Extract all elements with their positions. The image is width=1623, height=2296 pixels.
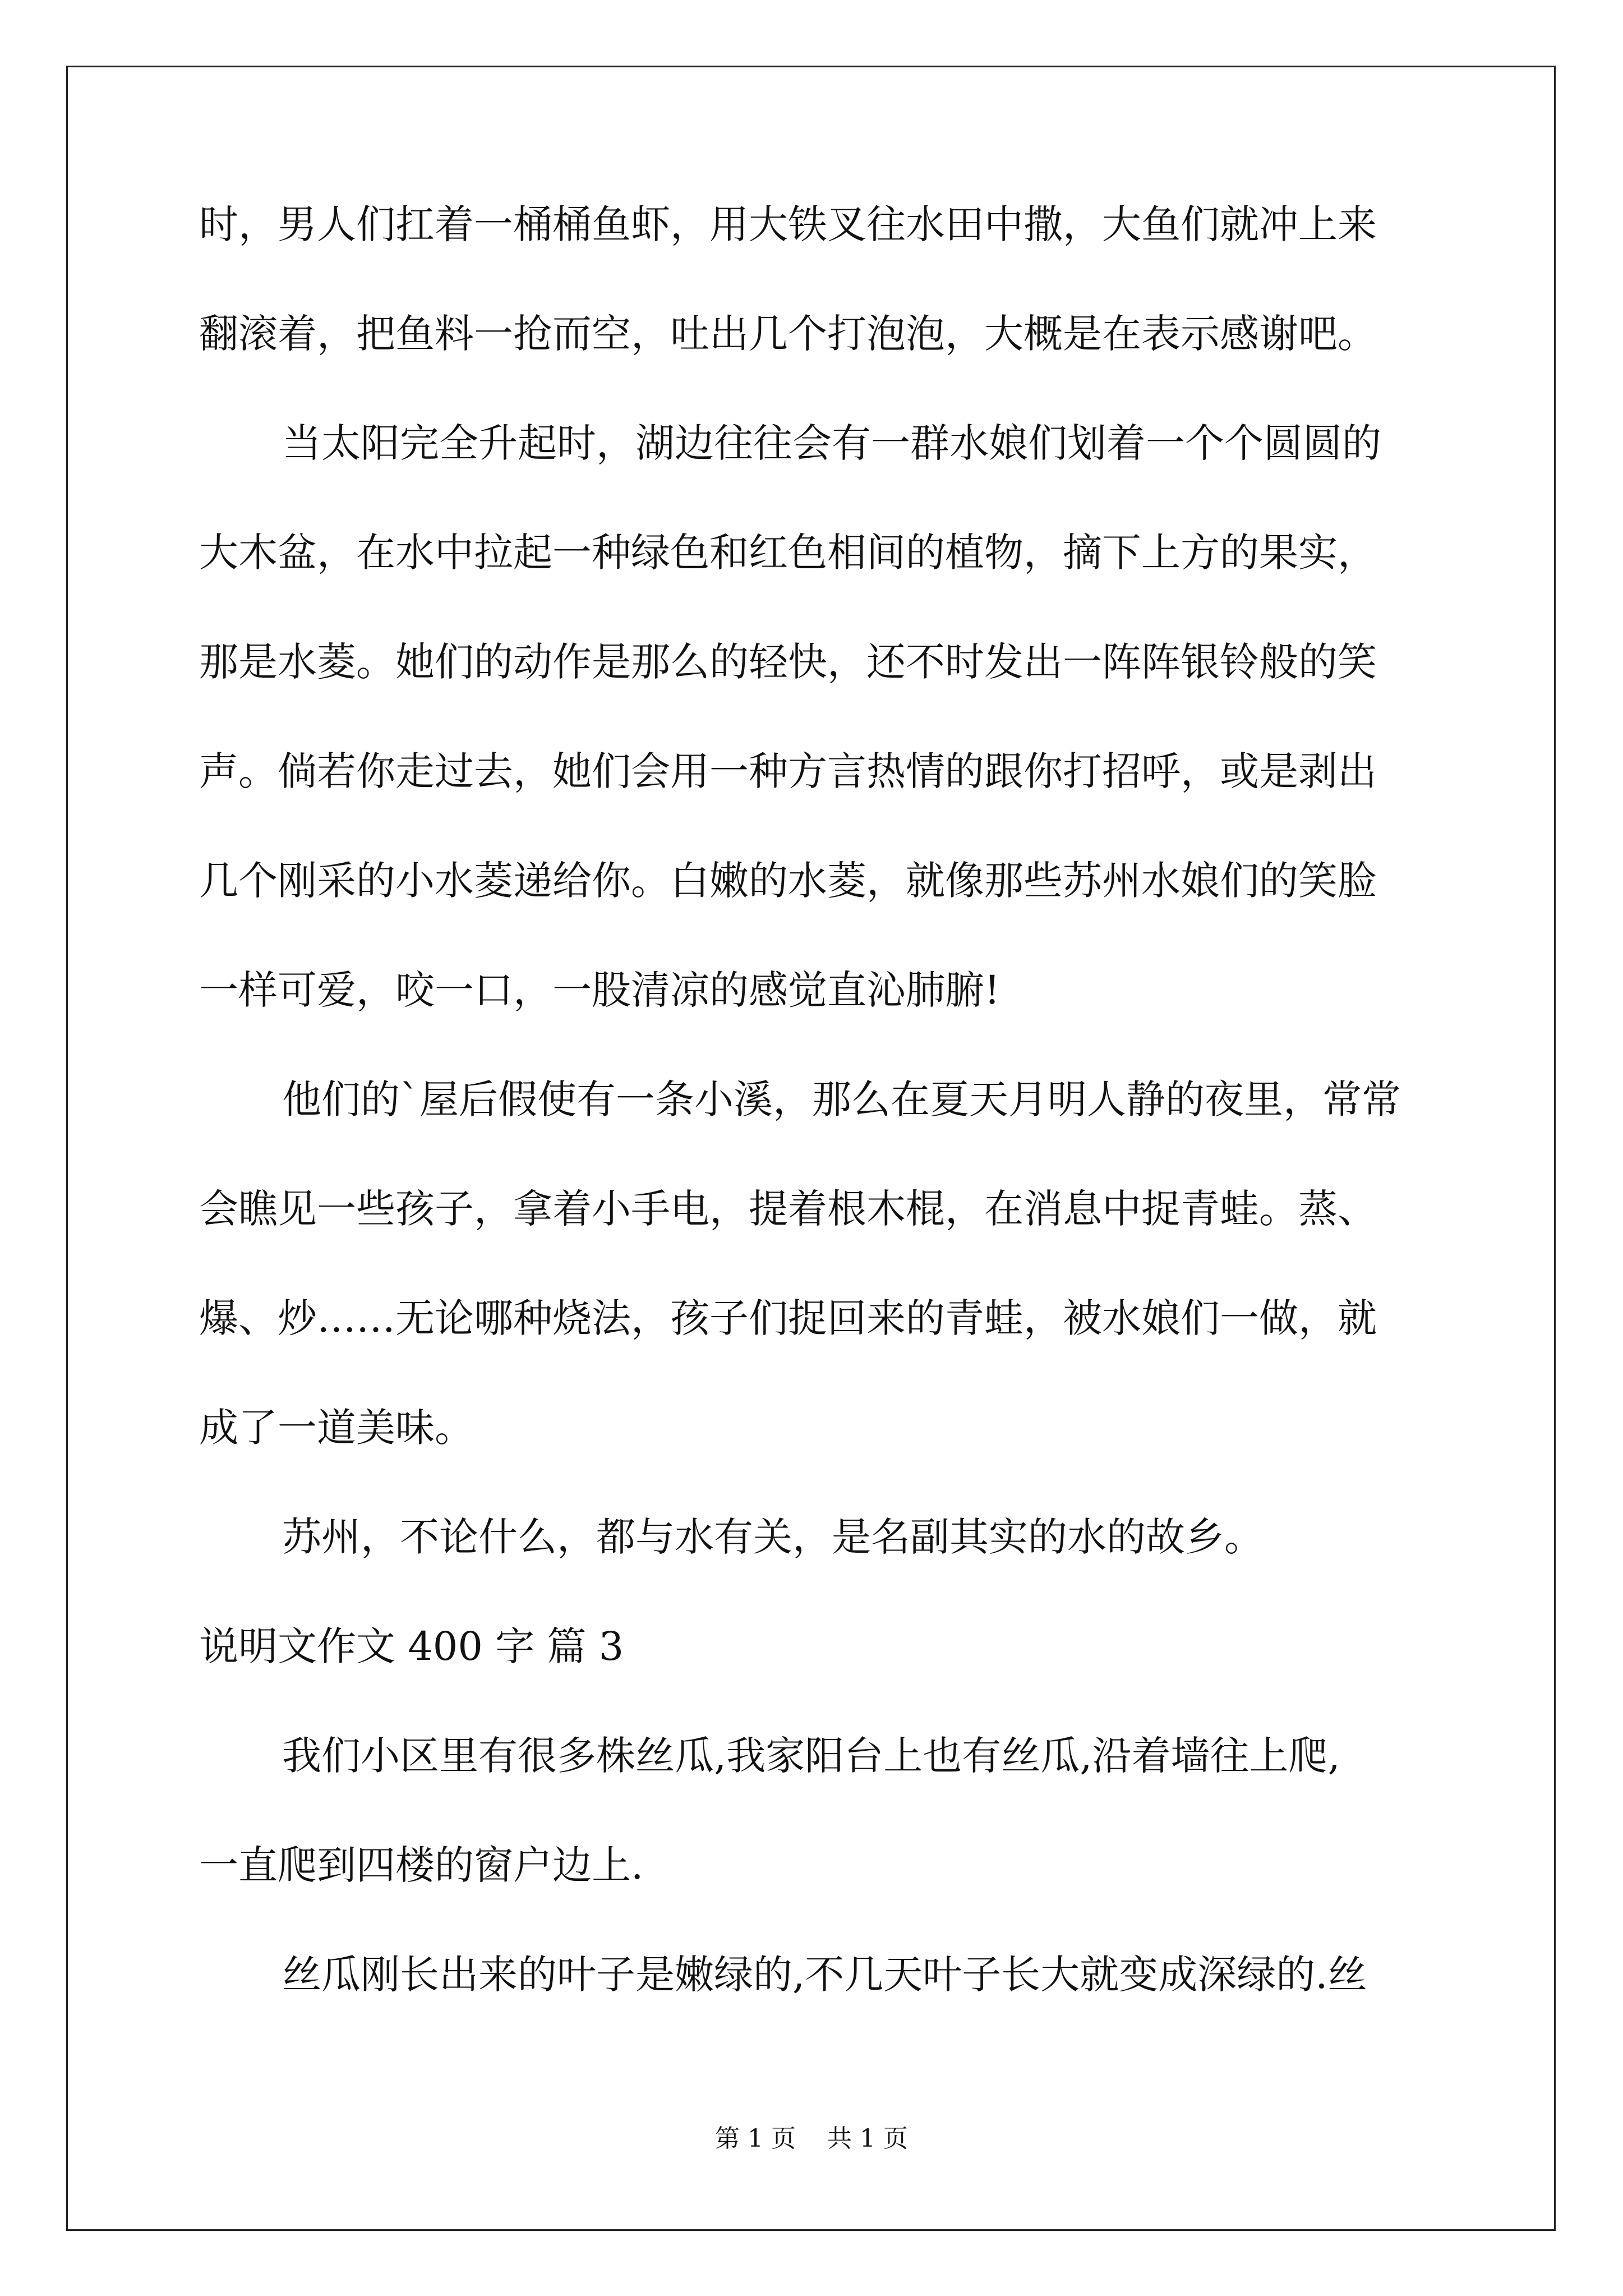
text-line: 会瞧见一些孩子，拿着小手电，提着根木棍，在消息中捉青蛙。蒸、	[199, 1186, 1377, 1232]
text-line: 一样可爱，咬一口，一股清凉的感觉直沁肺腑!	[199, 967, 1000, 1013]
text-line: 大木盆，在水中拉起一种绿色和红色相间的植物，摘下上方的果实，	[199, 530, 1377, 576]
paragraph-start: 丝瓜刚长出来的叶子是嫩绿的,不几天叶子长大就变成深绿的.丝	[282, 1952, 1367, 1998]
paragraph-start: 我们小区里有很多株丝瓜,我家阳台上也有丝瓜,沿着墙往上爬,	[282, 1733, 1340, 1779]
paragraph-start: 当太阳完全升起时，湖边往往会有一群水娘们划着一个个圆圆的	[282, 420, 1381, 466]
page-footer	[0, 2125, 1623, 2153]
text-line: 成了一道美味。	[199, 1405, 474, 1451]
text-line: 几个刚采的小水菱递给你。白嫩的水菱，就像那些苏州水娘们的笑脸	[199, 858, 1377, 904]
text-line: 爆、炒……无论哪种烧法，孩子们捉回来的青蛙，被水娘们一做，就	[199, 1295, 1377, 1341]
paragraph-start: 苏州，不论什么，都与水有关，是名副其实的水的故乡。	[282, 1514, 1264, 1560]
text-line: 一直爬到四楼的窗户边上.	[199, 1842, 644, 1888]
document-body	[199, 202, 1424, 1997]
page-number-label: 第 1 页 共 1 页	[715, 2124, 908, 2153]
text-line: 时，男人们扛着一桶桶鱼虾，用大铁叉往水田中撒，大鱼们就冲上来	[199, 201, 1377, 247]
paragraph-start: 他们的`屋后假使有一条小溪，那么在夏天月明人静的夜里，常常	[282, 1076, 1401, 1122]
text-line: 翻滚着，把鱼料一抢而空，吐出几个打泡泡，大概是在表示感谢吧。	[199, 311, 1377, 357]
text-line: 声。倘若你走过去，她们会用一种方言热情的跟你打招呼，或是剥出	[199, 748, 1377, 794]
text-line: 那是水菱。她们的动作是那么的轻快，还不时发出一阵阵银铃般的笑	[199, 639, 1377, 685]
section-heading: 说明文作文 400 字 篇 3	[199, 1623, 624, 1669]
